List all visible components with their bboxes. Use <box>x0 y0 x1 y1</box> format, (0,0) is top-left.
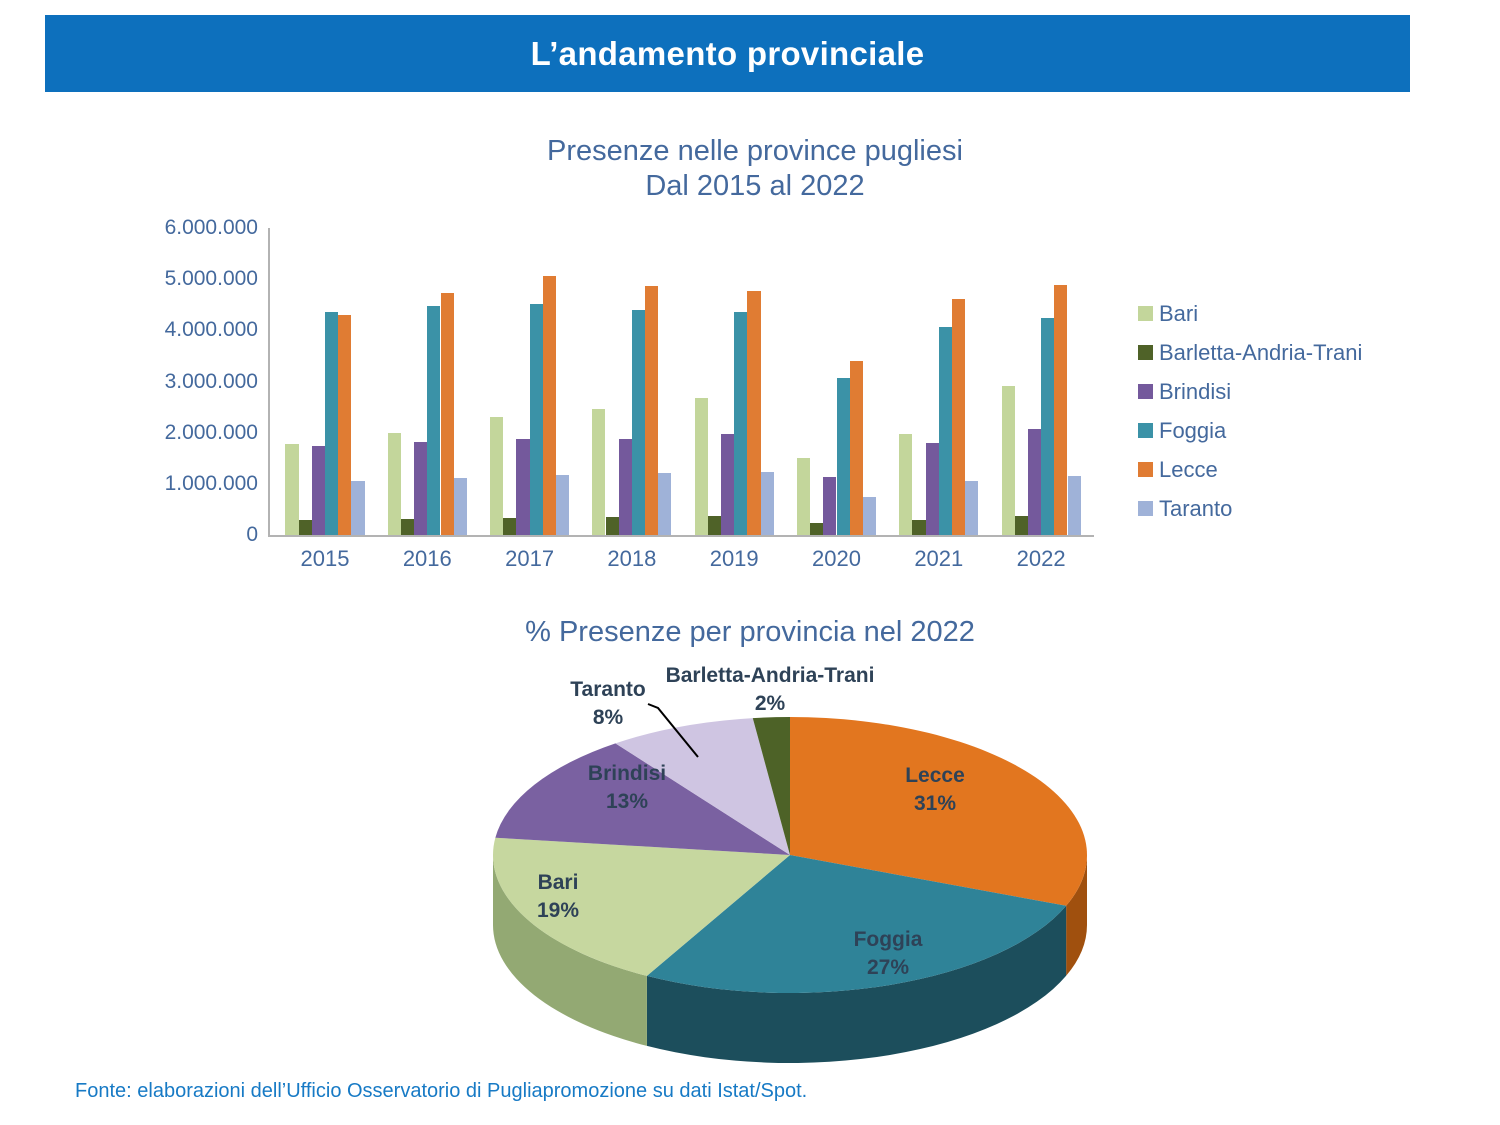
bar-bari-2020 <box>797 458 810 535</box>
bar-chart-title-line2: Dal 2015 al 2022 <box>645 170 865 202</box>
bar-barletta-andria-trani-2020 <box>810 523 823 535</box>
bar-lecce-2016 <box>441 293 454 535</box>
x-axis-category-label: 2019 <box>709 546 759 571</box>
pie-label-name: Brindisi <box>587 762 667 785</box>
x-axis-line <box>268 535 1094 537</box>
bar-lecce-2019 <box>747 291 760 535</box>
page-title: L’andamento provinciale <box>530 34 925 72</box>
y-axis-tick-label: 0 <box>246 523 258 546</box>
x-axis-category-label: 2017 <box>505 546 555 571</box>
bar-chart-legend <box>1138 294 1362 528</box>
legend-item-lecce <box>1138 450 1362 489</box>
bar-bari-2015 <box>285 444 298 535</box>
bar-brindisi-2018 <box>619 439 632 535</box>
bar-taranto-2019 <box>761 472 774 535</box>
legend-label: Bari <box>1159 300 1199 326</box>
bar-brindisi-2015 <box>312 446 325 535</box>
bar-taranto-2022 <box>1068 476 1081 535</box>
bar-bari-2016 <box>388 433 401 535</box>
bar-brindisi-2017 <box>516 439 529 535</box>
legend-label: Barletta-Andria-Trani <box>1159 339 1363 365</box>
pie-label-percent: 31% <box>913 792 957 815</box>
bar-barletta-andria-trani-2021 <box>912 520 925 535</box>
bar-lecce-2021 <box>952 299 965 535</box>
legend-label: Brindisi <box>1159 378 1232 404</box>
legend-swatch <box>1138 384 1153 399</box>
y-axis-tick-label: 4.000.000 <box>164 318 258 342</box>
bar-foggia-2022 <box>1041 318 1054 535</box>
y-axis-tick-label: 6.000.000 <box>164 216 258 239</box>
bar-brindisi-2019 <box>721 434 734 535</box>
pie-label-brindisi <box>477 760 777 816</box>
pie-label-percent: 8% <box>592 706 624 729</box>
bar-brindisi-2016 <box>414 442 427 535</box>
y-axis-tick-label: 2.000.000 <box>164 420 258 444</box>
pie-label-bari <box>408 869 708 925</box>
bar-bari-2017 <box>490 417 503 535</box>
bar-barletta-andria-trani-2015 <box>299 520 312 535</box>
bar-barletta-andria-trani-2017 <box>503 518 516 535</box>
bar-bari-2021 <box>899 434 912 535</box>
pie-label-percent: 19% <box>536 899 580 922</box>
y-axis-tick-label: 1.000.000 <box>164 471 258 495</box>
bar-foggia-2018 <box>632 310 645 535</box>
bar-taranto-2016 <box>454 478 467 535</box>
legend-item-foggia <box>1138 411 1362 450</box>
bar-lecce-2017 <box>543 276 556 535</box>
legend-swatch <box>1138 501 1153 516</box>
bar-taranto-2015 <box>351 481 364 535</box>
pie-label-name: Taranto <box>570 678 646 701</box>
pie-label-barletta-andria-trani <box>620 662 920 718</box>
bar-foggia-2019 <box>734 312 747 535</box>
legend-swatch <box>1138 423 1153 438</box>
x-axis-category-label: 2020 <box>812 546 861 571</box>
x-axis-category-label: 2022 <box>1016 546 1066 571</box>
x-axis-category-label: 2018 <box>607 546 657 571</box>
pie-label-percent: 2% <box>754 692 786 715</box>
pie-chart-title: % Presenze per provincia nel 2022 <box>525 616 975 648</box>
y-axis-line <box>268 228 270 537</box>
legend-label: Foggia <box>1159 417 1227 443</box>
bar-lecce-2020 <box>850 361 863 535</box>
bar-lecce-2022 <box>1054 285 1067 535</box>
pie-label-percent: 13% <box>605 790 649 813</box>
pie-label-name: Foggia <box>853 928 923 951</box>
pie-label-name: Barletta-Andria-Trani <box>665 664 875 687</box>
bar-foggia-2020 <box>837 378 850 535</box>
header-bar <box>45 15 1410 92</box>
legend-swatch <box>1138 306 1153 321</box>
legend-item-brindisi <box>1138 372 1362 411</box>
pie-label-percent: 27% <box>866 956 910 979</box>
legend-item-bari <box>1138 294 1362 333</box>
bar-barletta-andria-trani-2018 <box>606 517 619 535</box>
bar-lecce-2018 <box>645 286 658 535</box>
y-axis-tick-label: 3.000.000 <box>164 369 258 393</box>
y-axis-tick-label: 5.000.000 <box>164 267 258 291</box>
bar-chart-title-line1: Presenze nelle province pugliesi <box>547 135 963 167</box>
x-axis-category-label: 2015 <box>300 546 350 571</box>
bar-foggia-2021 <box>939 327 952 535</box>
legend-swatch <box>1138 462 1153 477</box>
bar-bari-2019 <box>695 398 708 535</box>
x-axis-category-label: 2016 <box>402 546 452 571</box>
pie-label-name: Bari <box>537 871 579 894</box>
bar-foggia-2015 <box>325 312 338 535</box>
pie-label-lecce <box>785 762 1085 818</box>
legend-item-taranto <box>1138 489 1362 528</box>
bar-taranto-2017 <box>556 475 569 535</box>
legend-label: Taranto <box>1159 495 1233 521</box>
bar-bari-2022 <box>1002 386 1015 535</box>
bar-barletta-andria-trani-2022 <box>1015 516 1028 535</box>
bar-brindisi-2022 <box>1028 429 1041 535</box>
bar-barletta-andria-trani-2019 <box>708 516 721 535</box>
bar-brindisi-2020 <box>823 477 836 535</box>
bar-chart-title <box>330 134 1180 204</box>
legend-swatch <box>1138 345 1153 360</box>
footer-source-text: Fonte: elaborazioni dell’Ufficio Osservatorio di Pugliapromozione su dati Istat/Spot. <box>75 1080 808 1102</box>
bar-foggia-2016 <box>427 306 440 535</box>
bar-lecce-2015 <box>338 315 351 535</box>
legend-item-barletta-andria-trani <box>1138 333 1362 372</box>
pie-label-name: Lecce <box>905 764 965 787</box>
legend-label: Lecce <box>1159 456 1218 482</box>
pie-label-foggia <box>738 926 1038 982</box>
bar-foggia-2017 <box>530 304 543 535</box>
bar-taranto-2018 <box>658 473 671 535</box>
bar-brindisi-2021 <box>926 443 939 535</box>
bar-taranto-2020 <box>863 497 876 535</box>
bar-taranto-2021 <box>965 481 978 535</box>
bar-bari-2018 <box>592 409 605 535</box>
x-axis-category-label: 2021 <box>914 546 964 571</box>
bar-barletta-andria-trani-2016 <box>401 519 414 535</box>
